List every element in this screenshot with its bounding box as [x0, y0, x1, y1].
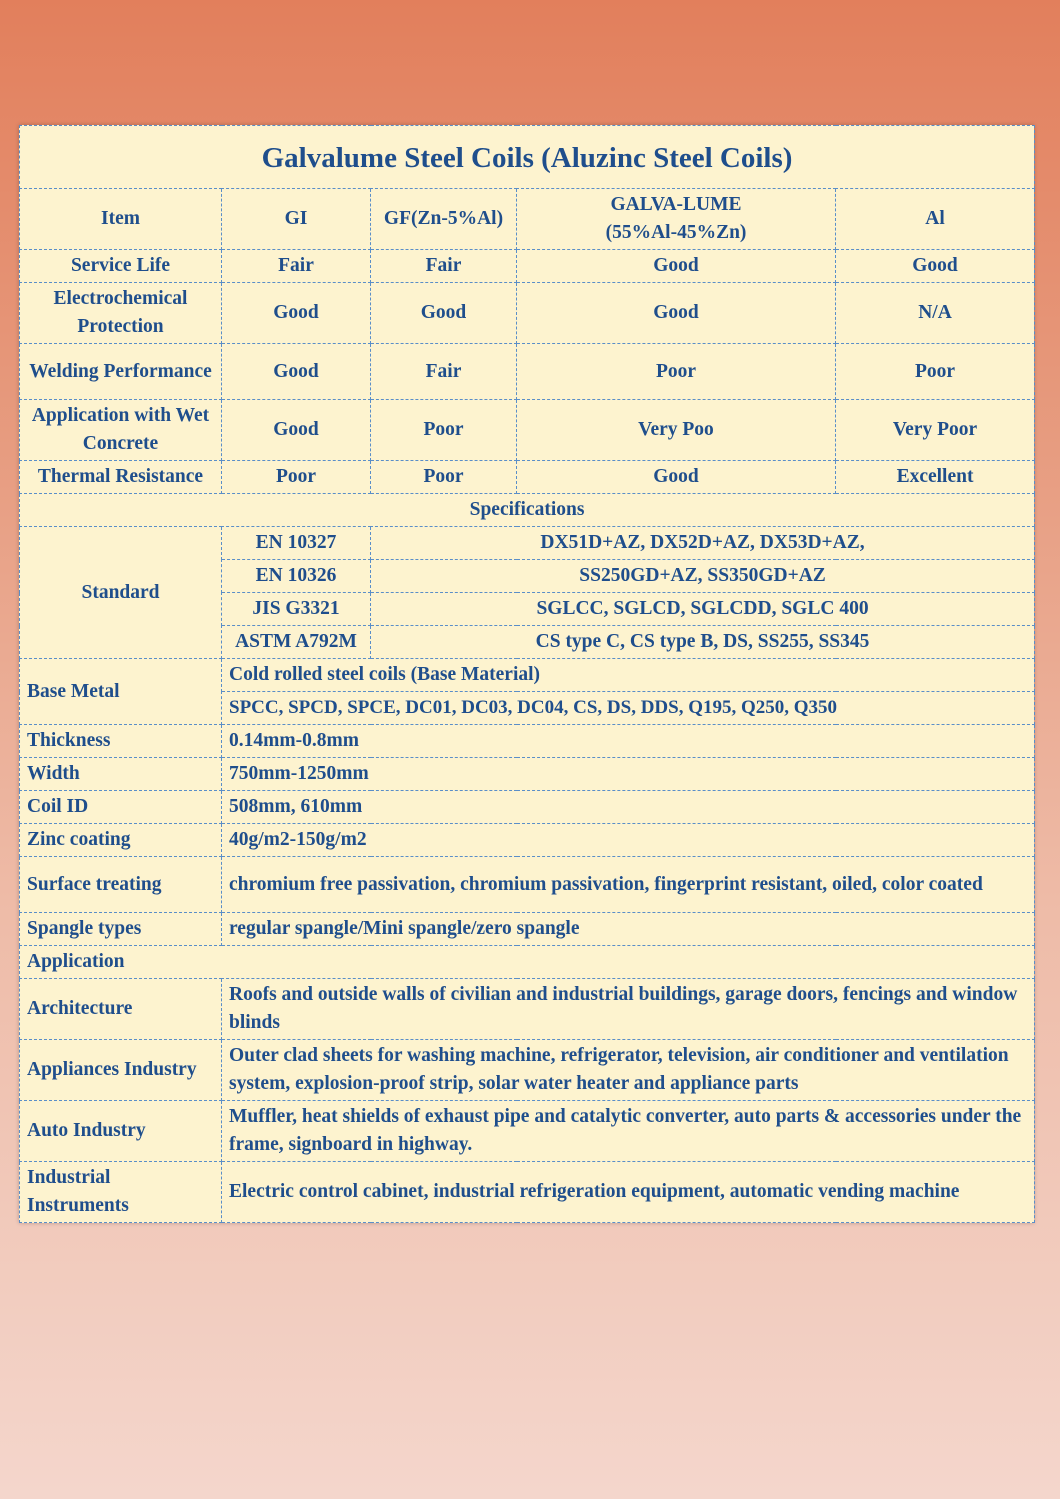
base-metal-label: Base Metal [20, 659, 222, 725]
header-row [20, 189, 1035, 250]
specifications-heading-row [20, 494, 1035, 527]
spec-row [20, 725, 1035, 758]
base-metal-row [20, 659, 1035, 692]
table-row [20, 250, 1035, 283]
row-label: Thermal Resistance [20, 461, 222, 494]
standard-row [20, 527, 1035, 560]
application-row [20, 1101, 1035, 1162]
standard-label: Standard [20, 527, 222, 659]
standard-code: JIS G3321 [222, 593, 371, 626]
application-label: Architecture [20, 979, 222, 1040]
cell-galvalume: Good [517, 461, 836, 494]
application-value: Outer clad sheets for washing machine, refrigerator, television, air conditioner and ventilation system, explosion-proof strip, solar water heater and appliance parts [222, 1040, 1035, 1101]
spec-row [20, 824, 1035, 857]
application-value: Electric control cabinet, industrial refrigeration equipment, automatic vending machine [222, 1162, 1035, 1223]
application-label: Appliances Industry [20, 1040, 222, 1101]
title-row [20, 126, 1035, 189]
spec-value: 508mm, 610mm [222, 791, 1035, 824]
application-row [20, 1162, 1035, 1223]
standard-grades: SS250GD+AZ, SS350GD+AZ [371, 560, 1035, 593]
header-galvalume-line1: GALVA-LUME [610, 194, 742, 215]
spec-value: 0.14mm-0.8mm [222, 725, 1035, 758]
spec-label: Width [20, 758, 222, 791]
header-galvalume [517, 189, 836, 250]
row-label: Electrochemical Protection [20, 283, 222, 344]
table-row [20, 344, 1035, 400]
spec-value: regular spangle/Mini spangle/zero spangle [222, 913, 1035, 946]
spec-row [20, 913, 1035, 946]
header-galvalume-line2: (55%Al-45%Zn) [605, 222, 747, 243]
cell-al: Very Poor [836, 400, 1035, 461]
table-row [20, 400, 1035, 461]
header-item: Item [20, 189, 222, 250]
application-value: Muffler, heat shields of exhaust pipe and catalytic converter, auto parts & accessories under the frame, signboard in highway. [222, 1101, 1035, 1162]
spec-row [20, 857, 1035, 913]
application-heading: Application [20, 946, 1035, 979]
cell-al: Excellent [836, 461, 1035, 494]
spec-row [20, 791, 1035, 824]
spec-row [20, 758, 1035, 791]
cell-gi: Poor [222, 461, 371, 494]
cell-gi: Good [222, 400, 371, 461]
cell-al: Poor [836, 344, 1035, 400]
cell-al: N/A [836, 283, 1035, 344]
spec-label: Coil ID [20, 791, 222, 824]
standard-grades: CS type C, CS type B, DS, SS255, SS345 [371, 626, 1035, 659]
cell-gf: Fair [371, 344, 517, 400]
row-label: Service Life [20, 250, 222, 283]
cell-galvalume: Very Poo [517, 400, 836, 461]
application-label: Auto Industry [20, 1101, 222, 1162]
standard-code: EN 10326 [222, 560, 371, 593]
cell-al: Good [836, 250, 1035, 283]
spec-label: Surface treating [20, 857, 222, 913]
spec-sheet [19, 125, 1034, 1223]
cell-gf: Fair [371, 250, 517, 283]
page-title: Galvalume Steel Coils (Aluzinc Steel Coils) [20, 126, 1035, 189]
header-al: Al [836, 189, 1035, 250]
table-row [20, 283, 1035, 344]
row-label: Application with Wet Concrete [20, 400, 222, 461]
cell-gf: Good [371, 283, 517, 344]
application-value: Roofs and outside walls of civilian and industrial buildings, garage doors, fencings and window blinds [222, 979, 1035, 1040]
spec-label: Thickness [20, 725, 222, 758]
cell-gi: Good [222, 283, 371, 344]
row-label: Welding Performance [20, 344, 222, 400]
specifications-heading: Specifications [20, 494, 1035, 527]
cell-galvalume: Poor [517, 344, 836, 400]
standard-code: ASTM A792M [222, 626, 371, 659]
header-gf: GF(Zn-5%Al) [371, 189, 517, 250]
cell-galvalume: Good [517, 283, 836, 344]
cell-galvalume: Good [517, 250, 836, 283]
cell-gf: Poor [371, 400, 517, 461]
spec-value: 40g/m2-150g/m2 [222, 824, 1035, 857]
cell-gf: Poor [371, 461, 517, 494]
application-row [20, 1040, 1035, 1101]
spec-label: Zinc coating [20, 824, 222, 857]
spec-value: chromium free passivation, chromium passivation, fingerprint resistant, oiled, color coated [222, 857, 1035, 913]
table-row [20, 461, 1035, 494]
standard-grades: DX51D+AZ, DX52D+AZ, DX53D+AZ, [371, 527, 1035, 560]
standard-grades: SGLCC, SGLCD, SGLCDD, SGLC 400 [371, 593, 1035, 626]
base-metal-line2: SPCC, SPCD, SPCE, DC01, DC03, DC04, CS, DS, DDS, Q195, Q250, Q350 [222, 692, 1035, 725]
application-label: Industrial Instruments [20, 1162, 222, 1223]
base-metal-line1: Cold rolled steel coils (Base Material) [222, 659, 1035, 692]
header-gi: GI [222, 189, 371, 250]
application-heading-row [20, 946, 1035, 979]
spec-value: 750mm-1250mm [222, 758, 1035, 791]
spec-table [19, 125, 1035, 1223]
application-row [20, 979, 1035, 1040]
cell-gi: Good [222, 344, 371, 400]
standard-code: EN 10327 [222, 527, 371, 560]
cell-gi: Fair [222, 250, 371, 283]
spec-label: Spangle types [20, 913, 222, 946]
